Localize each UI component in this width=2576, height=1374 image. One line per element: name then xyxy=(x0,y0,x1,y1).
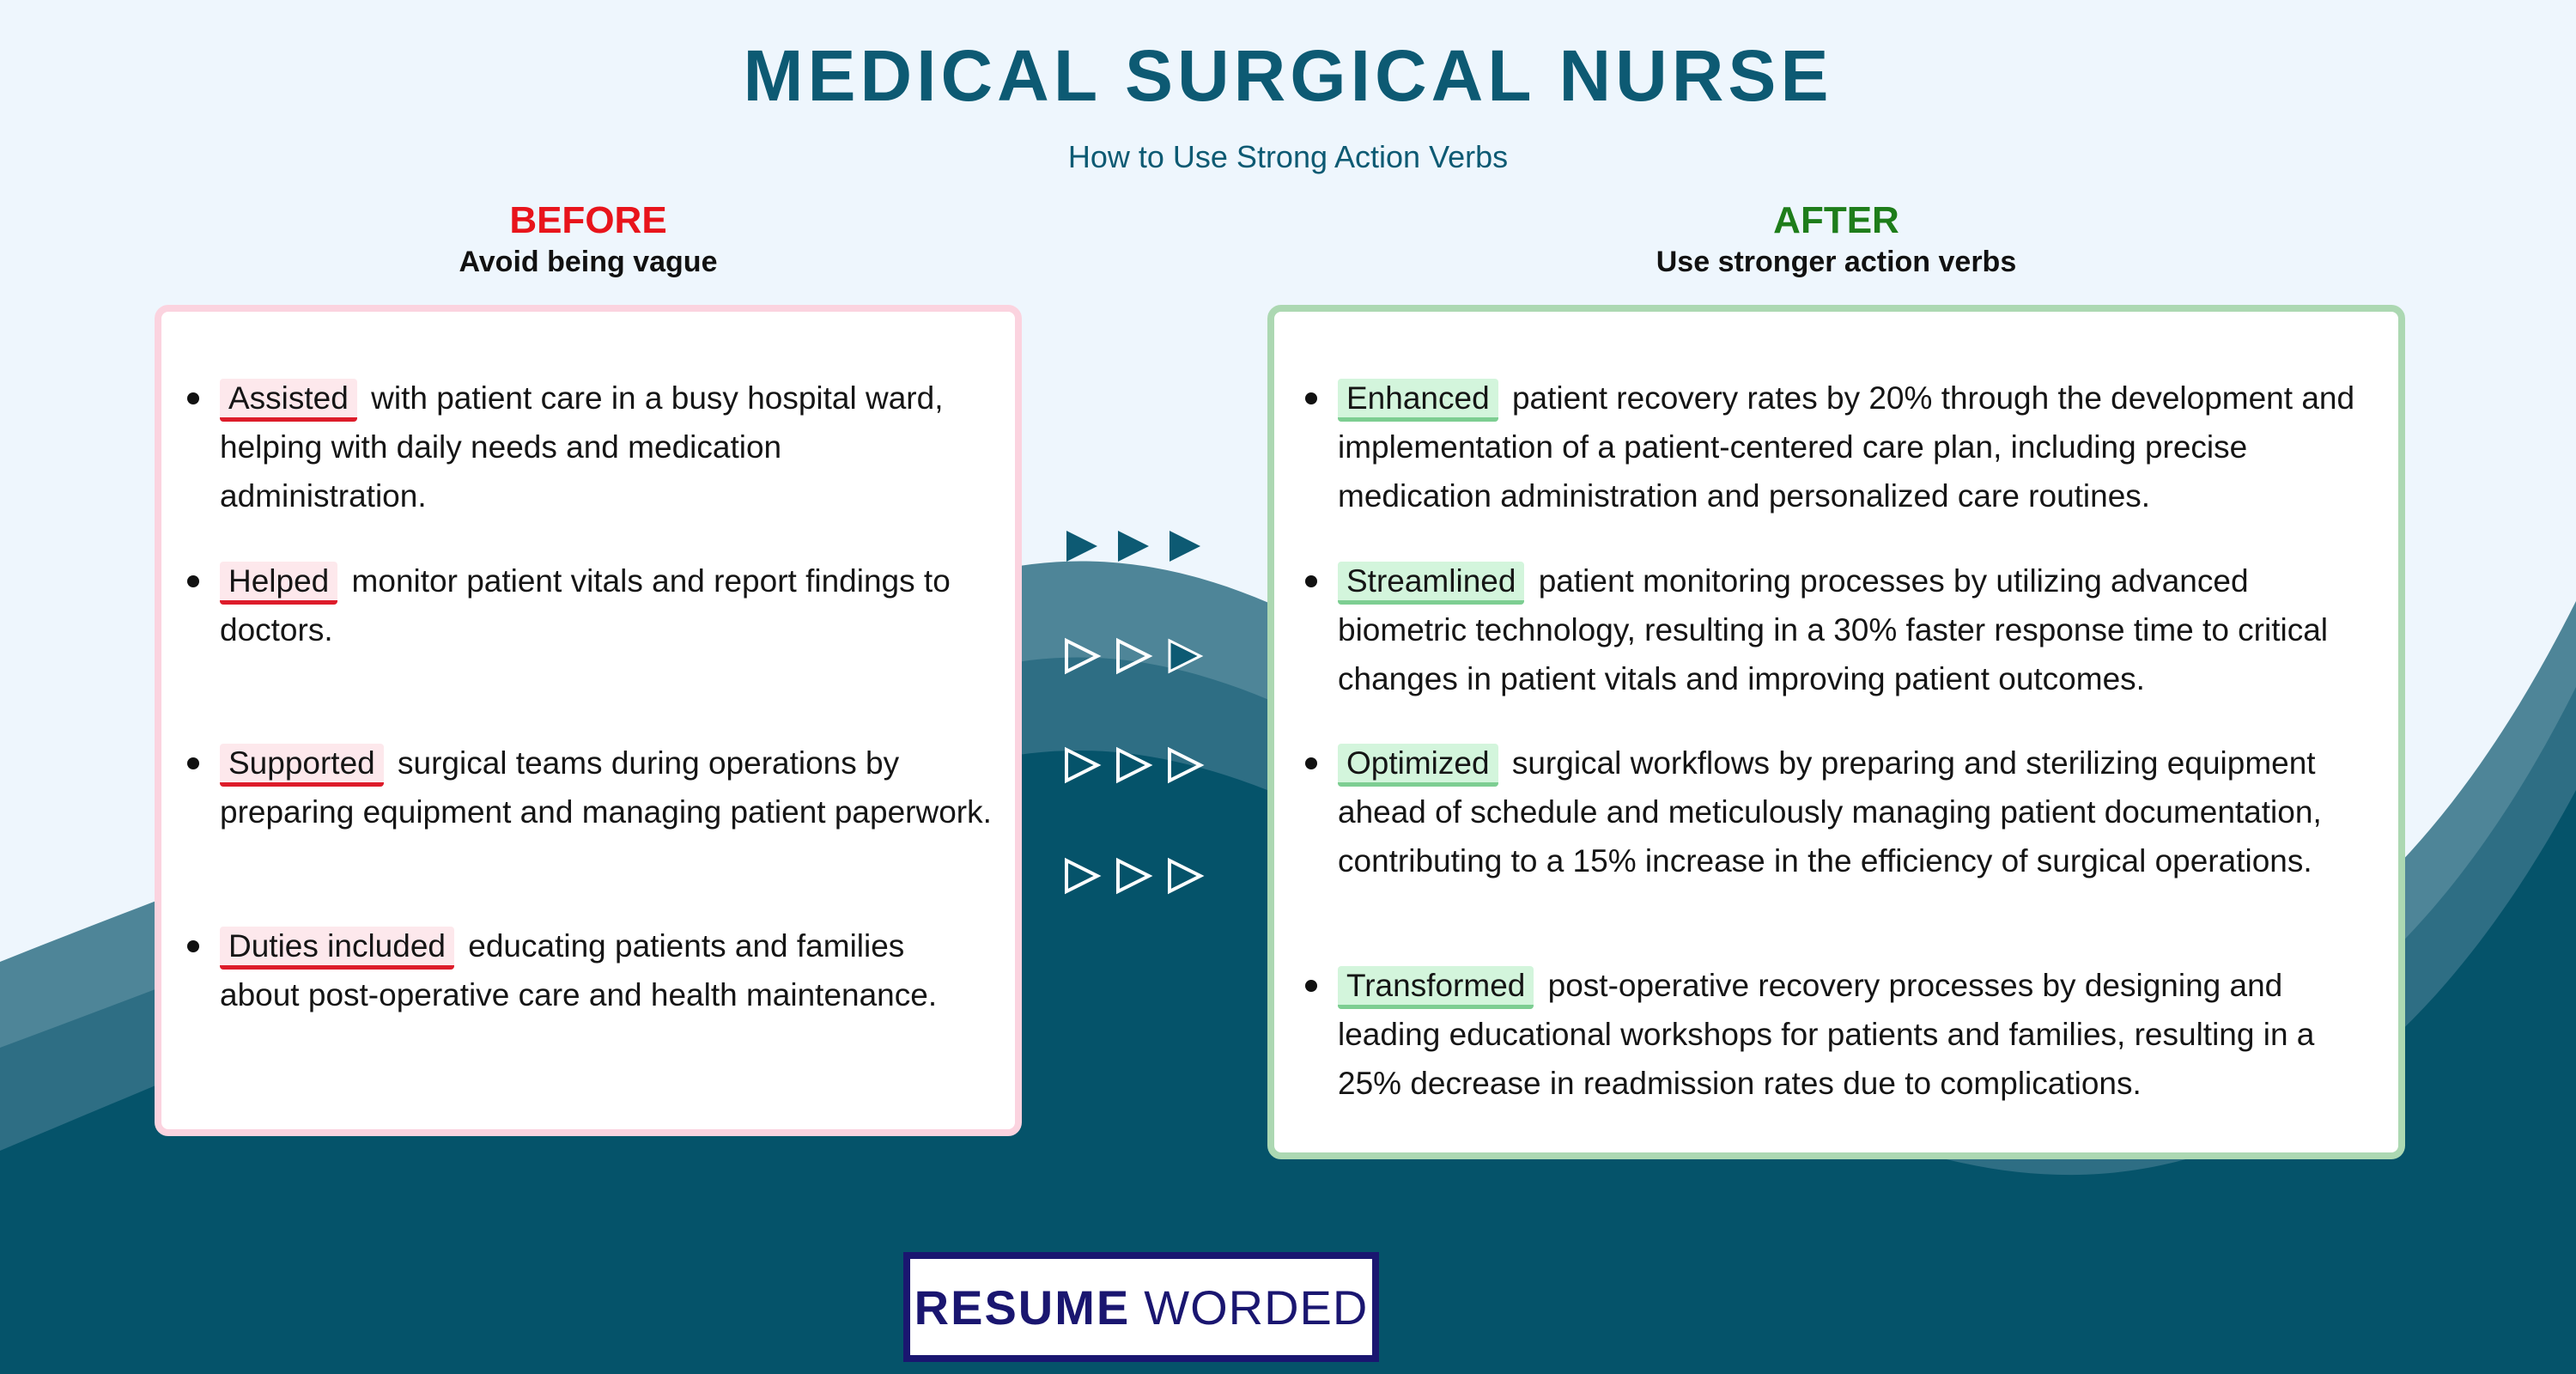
strong-verb: Optimized xyxy=(1338,744,1498,787)
bullet-dot xyxy=(1305,980,1317,992)
weak-verb: Helped xyxy=(220,562,337,605)
after-sublabel: Use stronger action verbs xyxy=(1656,246,2017,278)
bullet-dot xyxy=(187,392,199,404)
bullet-text: patient recovery rates by 20% through the development and implementation of a patient-centered care plan, including precise medication administration and personalized care routines. xyxy=(1338,380,2355,514)
arrows-graphic xyxy=(1056,515,1245,910)
weak-verb: Assisted xyxy=(220,379,357,422)
arrow-icon xyxy=(1118,531,1149,562)
after-heading xyxy=(1267,199,2405,279)
arrow-icon xyxy=(1170,750,1200,781)
bullet-dot xyxy=(1305,757,1317,769)
before-sublabel: Avoid being vague xyxy=(459,246,718,278)
bullet-text: surgical teams during operations by preparing equipment and managing patient paperwork. xyxy=(220,745,992,830)
bullet-dot xyxy=(1305,392,1317,404)
arrow-icon xyxy=(1066,860,1097,891)
list-item xyxy=(1338,556,2368,703)
bullet-dot xyxy=(187,757,199,769)
list-item xyxy=(220,556,993,654)
weak-verb: Duties included xyxy=(220,927,454,970)
arrow-icon xyxy=(1066,531,1097,562)
list-item xyxy=(220,739,993,836)
list-item xyxy=(220,374,993,520)
arrow-icon xyxy=(1170,531,1200,562)
arrow-icon xyxy=(1118,750,1149,781)
weak-verb: Supported xyxy=(220,744,384,787)
bullet-dot xyxy=(1305,575,1317,587)
arrow-icon xyxy=(1170,641,1200,672)
resume-worded-logo[interactable] xyxy=(903,1252,1379,1362)
arrow-row-2 xyxy=(1066,641,1200,672)
arrow-icon xyxy=(1066,750,1097,781)
logo-bold-text: RESUME xyxy=(914,1280,1131,1334)
bullet-text: post-operative recovery processes by designing and leading educational workshops for patients and families, resulting in a 25% decrease in readmission rates due to complications. xyxy=(1338,968,2315,1101)
bullet-text: educating patients and families about post-operative care and health maintenance. xyxy=(220,928,938,1012)
list-item xyxy=(1338,374,2368,520)
arrow-row-3 xyxy=(1066,750,1200,781)
arrow-icon xyxy=(1118,860,1149,891)
before-panel xyxy=(155,305,1022,1136)
before-label: BEFORE xyxy=(509,199,667,241)
bullet-dot xyxy=(187,940,199,952)
arrow-row-1 xyxy=(1066,531,1200,562)
strong-verb: Enhanced xyxy=(1338,379,1498,422)
arrow-icon xyxy=(1118,641,1149,672)
bullet-dot xyxy=(187,575,199,587)
after-panel xyxy=(1267,305,2405,1159)
after-label: AFTER xyxy=(1773,199,1899,241)
list-item xyxy=(1338,739,2368,885)
arrow-row-4 xyxy=(1066,860,1200,891)
arrow-icon xyxy=(1066,641,1097,672)
page-title: MEDICAL SURGICAL NURSE xyxy=(743,35,1833,116)
arrow-icon xyxy=(1170,860,1200,891)
list-item xyxy=(1338,961,2368,1108)
bullet-text: patient monitoring processes by utilizing advanced biometric technology, resulting in a 30% faster response time to critical changes in patient vitals and improving patient outcomes. xyxy=(1338,563,2329,696)
bullet-text: with patient care in a busy hospital ward, helping with daily needs and medication administration. xyxy=(220,380,944,514)
bullet-text: monitor patient vitals and report findings to doctors. xyxy=(220,563,951,647)
strong-verb: Streamlined xyxy=(1338,562,1524,605)
strong-verb: Transformed xyxy=(1338,966,1534,1009)
bullet-text: surgical workflows by preparing and sterilizing equipment ahead of schedule and meticulously managing patient documentation, contributing to a 15% increase in the efficiency of surgical operations. xyxy=(1338,745,2322,879)
logo-light-text: WORDED xyxy=(1144,1280,1369,1334)
before-heading xyxy=(155,199,1022,279)
list-item xyxy=(220,921,993,1019)
page-subtitle: How to Use Strong Action Verbs xyxy=(1067,139,1509,174)
